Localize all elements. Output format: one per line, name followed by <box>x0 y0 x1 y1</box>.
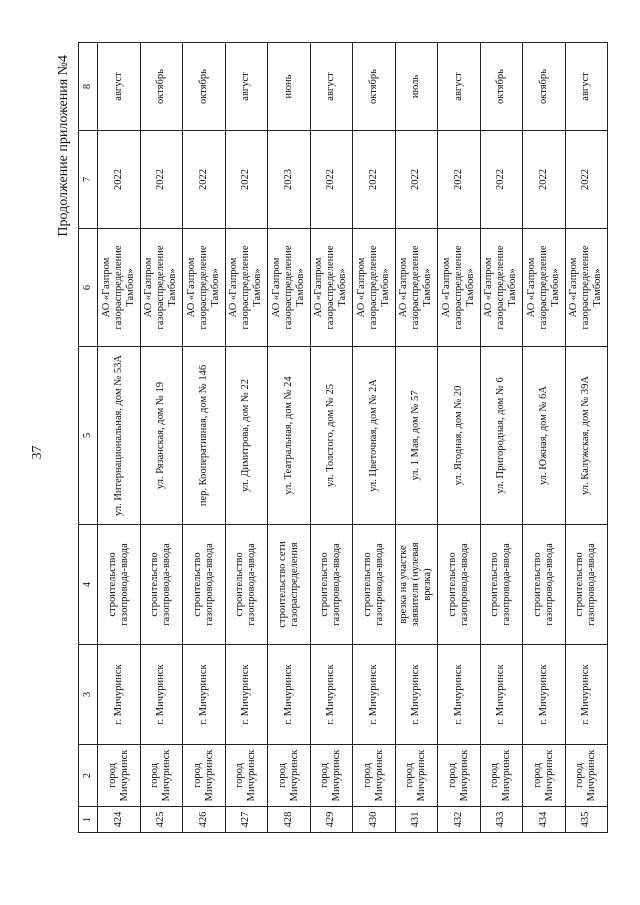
organization-cell: АО «Газпром газораспределение Тамбов» <box>480 229 523 347</box>
settlement-cell: г. Мичуринск <box>98 645 141 745</box>
settlement-cell: г. Мичуринск <box>565 645 608 745</box>
column-header: 6 <box>79 229 98 347</box>
month-cell: август <box>310 43 353 131</box>
year-cell: 2022 <box>140 131 183 229</box>
row-number-cell: 430 <box>353 807 396 833</box>
work-type-cell: строительство газопровода-ввода <box>98 525 141 645</box>
settlement-cell: г. Мичуринск <box>268 645 311 745</box>
month-cell: октябрь <box>140 43 183 131</box>
municipality-cell: город Мичуринск <box>268 745 311 807</box>
month-cell: август <box>225 43 268 131</box>
address-cell: ул. Димитрова, дом № 22 <box>225 347 268 525</box>
table-row <box>438 43 481 833</box>
month-cell: июль <box>395 43 438 131</box>
municipality-cell: город Мичуринск <box>310 745 353 807</box>
page-number: 37 <box>30 445 45 460</box>
settlement-cell: г. Мичуринск <box>353 645 396 745</box>
municipality-cell: город Мичуринск <box>183 745 226 807</box>
table-row <box>268 43 311 833</box>
organization-cell: АО «Газпром газораспределение Тамбов» <box>98 229 141 347</box>
year-cell: 2022 <box>225 131 268 229</box>
organization-cell: АО «Газпром газораспределение Тамбов» <box>565 229 608 347</box>
table-row <box>395 43 438 833</box>
column-header: 5 <box>79 347 98 525</box>
row-number-cell: 427 <box>225 807 268 833</box>
settlement-cell: г. Мичуринск <box>183 645 226 745</box>
address-cell: ул. Пригородная, дом № 6 <box>480 347 523 525</box>
organization-cell: АО «Газпром газораспределение Тамбов» <box>183 229 226 347</box>
organization-cell: АО «Газпром газораспределение Тамбов» <box>268 229 311 347</box>
address-cell: ул. Театральная, дом № 24 <box>268 347 311 525</box>
year-cell: 2022 <box>183 131 226 229</box>
organization-cell: АО «Газпром газораспределение Тамбов» <box>225 229 268 347</box>
table-row <box>310 43 353 833</box>
table-row <box>225 43 268 833</box>
year-cell: 2022 <box>395 131 438 229</box>
address-cell: пер. Кооперативная, дом № 146 <box>183 347 226 525</box>
address-cell: ул. Южная, дом № 6А <box>523 347 566 525</box>
municipality-cell: город Мичуринск <box>395 745 438 807</box>
organization-cell: АО «Газпром газораспределение Тамбов» <box>140 229 183 347</box>
header-row <box>79 43 98 833</box>
table-row <box>480 43 523 833</box>
year-cell: 2022 <box>353 131 396 229</box>
row-number-cell: 435 <box>565 807 608 833</box>
row-number-cell: 425 <box>140 807 183 833</box>
table-row <box>98 43 141 833</box>
work-type-cell: строительство газопровода-ввода <box>225 525 268 645</box>
organization-cell: АО «Газпром газораспределение Тамбов» <box>310 229 353 347</box>
row-number-cell: 429 <box>310 807 353 833</box>
address-cell: ул. 1 Мая, дом № 57 <box>395 347 438 525</box>
address-cell: ул. Цветочная, дом № 2А <box>353 347 396 525</box>
table-row <box>353 43 396 833</box>
column-header: 4 <box>79 525 98 645</box>
table-row <box>183 43 226 833</box>
row-number-cell: 433 <box>480 807 523 833</box>
column-header: 2 <box>79 745 98 807</box>
year-cell: 2022 <box>98 131 141 229</box>
settlement-cell: г. Мичуринск <box>523 645 566 745</box>
municipality-cell: город Мичуринск <box>523 745 566 807</box>
column-header: 7 <box>79 131 98 229</box>
work-type-cell: строительство газопровода-ввода <box>438 525 481 645</box>
settlement-cell: г. Мичуринск <box>310 645 353 745</box>
appendix-caption: Продолжение приложения №4 <box>56 55 71 237</box>
schedule-table <box>78 42 608 833</box>
municipality-cell: город Мичуринск <box>438 745 481 807</box>
month-cell: октябрь <box>480 43 523 131</box>
work-type-cell: строительство газопровода-ввода <box>140 525 183 645</box>
row-number-cell: 428 <box>268 807 311 833</box>
work-type-cell: строительство газопровода-ввода <box>183 525 226 645</box>
settlement-cell: г. Мичуринск <box>140 645 183 745</box>
month-cell: октябрь <box>353 43 396 131</box>
settlement-cell: г. Мичуринск <box>225 645 268 745</box>
settlement-cell: г. Мичуринск <box>438 645 481 745</box>
table-row <box>523 43 566 833</box>
year-cell: 2022 <box>438 131 481 229</box>
row-number-cell: 426 <box>183 807 226 833</box>
address-cell: ул. Толстого, дом № 25 <box>310 347 353 525</box>
month-cell: август <box>98 43 141 131</box>
column-header: 8 <box>79 43 98 131</box>
year-cell: 2022 <box>565 131 608 229</box>
row-number-cell: 434 <box>523 807 566 833</box>
organization-cell: АО «Газпром газораспределение Тамбов» <box>353 229 396 347</box>
year-cell: 2023 <box>268 131 311 229</box>
year-cell: 2022 <box>523 131 566 229</box>
municipality-cell: город Мичуринск <box>565 745 608 807</box>
municipality-cell: город Мичуринск <box>480 745 523 807</box>
work-type-cell: строительство газопровода-ввода <box>310 525 353 645</box>
table-row <box>140 43 183 833</box>
work-type-cell: строительство газопровода-ввода <box>480 525 523 645</box>
settlement-cell: г. Мичуринск <box>480 645 523 745</box>
settlement-cell: г. Мичуринск <box>395 645 438 745</box>
work-type-cell: строительство сети газораспределения <box>268 525 311 645</box>
work-type-cell: строительство газопровода-ввода <box>523 525 566 645</box>
municipality-cell: город Мичуринск <box>353 745 396 807</box>
row-number-cell: 431 <box>395 807 438 833</box>
year-cell: 2022 <box>480 131 523 229</box>
month-cell: октябрь <box>523 43 566 131</box>
municipality-cell: город Мичуринск <box>98 745 141 807</box>
address-cell: ул. Ягодная, дом № 20 <box>438 347 481 525</box>
municipality-cell: город Мичуринск <box>225 745 268 807</box>
month-cell: июнь <box>268 43 311 131</box>
address-cell: ул. Калужская, дом № 39А <box>565 347 608 525</box>
work-type-cell: строительство газопровода-ввода <box>353 525 396 645</box>
column-header: 3 <box>79 645 98 745</box>
month-cell: август <box>438 43 481 131</box>
work-type-cell: строительство газопровода-ввода <box>565 525 608 645</box>
year-cell: 2022 <box>310 131 353 229</box>
table-row <box>565 43 608 833</box>
work-type-cell: врезка на участке заявителя (нулевая врезка) <box>395 525 438 645</box>
column-header: 1 <box>79 807 98 833</box>
month-cell: октябрь <box>183 43 226 131</box>
organization-cell: АО «Газпром газораспределение Тамбов» <box>395 229 438 347</box>
address-cell: ул. Рязанская, дом № 19 <box>140 347 183 525</box>
month-cell: август <box>565 43 608 131</box>
municipality-cell: город Мичуринск <box>140 745 183 807</box>
row-number-cell: 424 <box>98 807 141 833</box>
row-number-cell: 432 <box>438 807 481 833</box>
address-cell: ул. Интернациональная, дом № 53А <box>98 347 141 525</box>
organization-cell: АО «Газпром газораспределение Тамбов» <box>438 229 481 347</box>
organization-cell: АО «Газпром газораспределение Тамбов» <box>523 229 566 347</box>
